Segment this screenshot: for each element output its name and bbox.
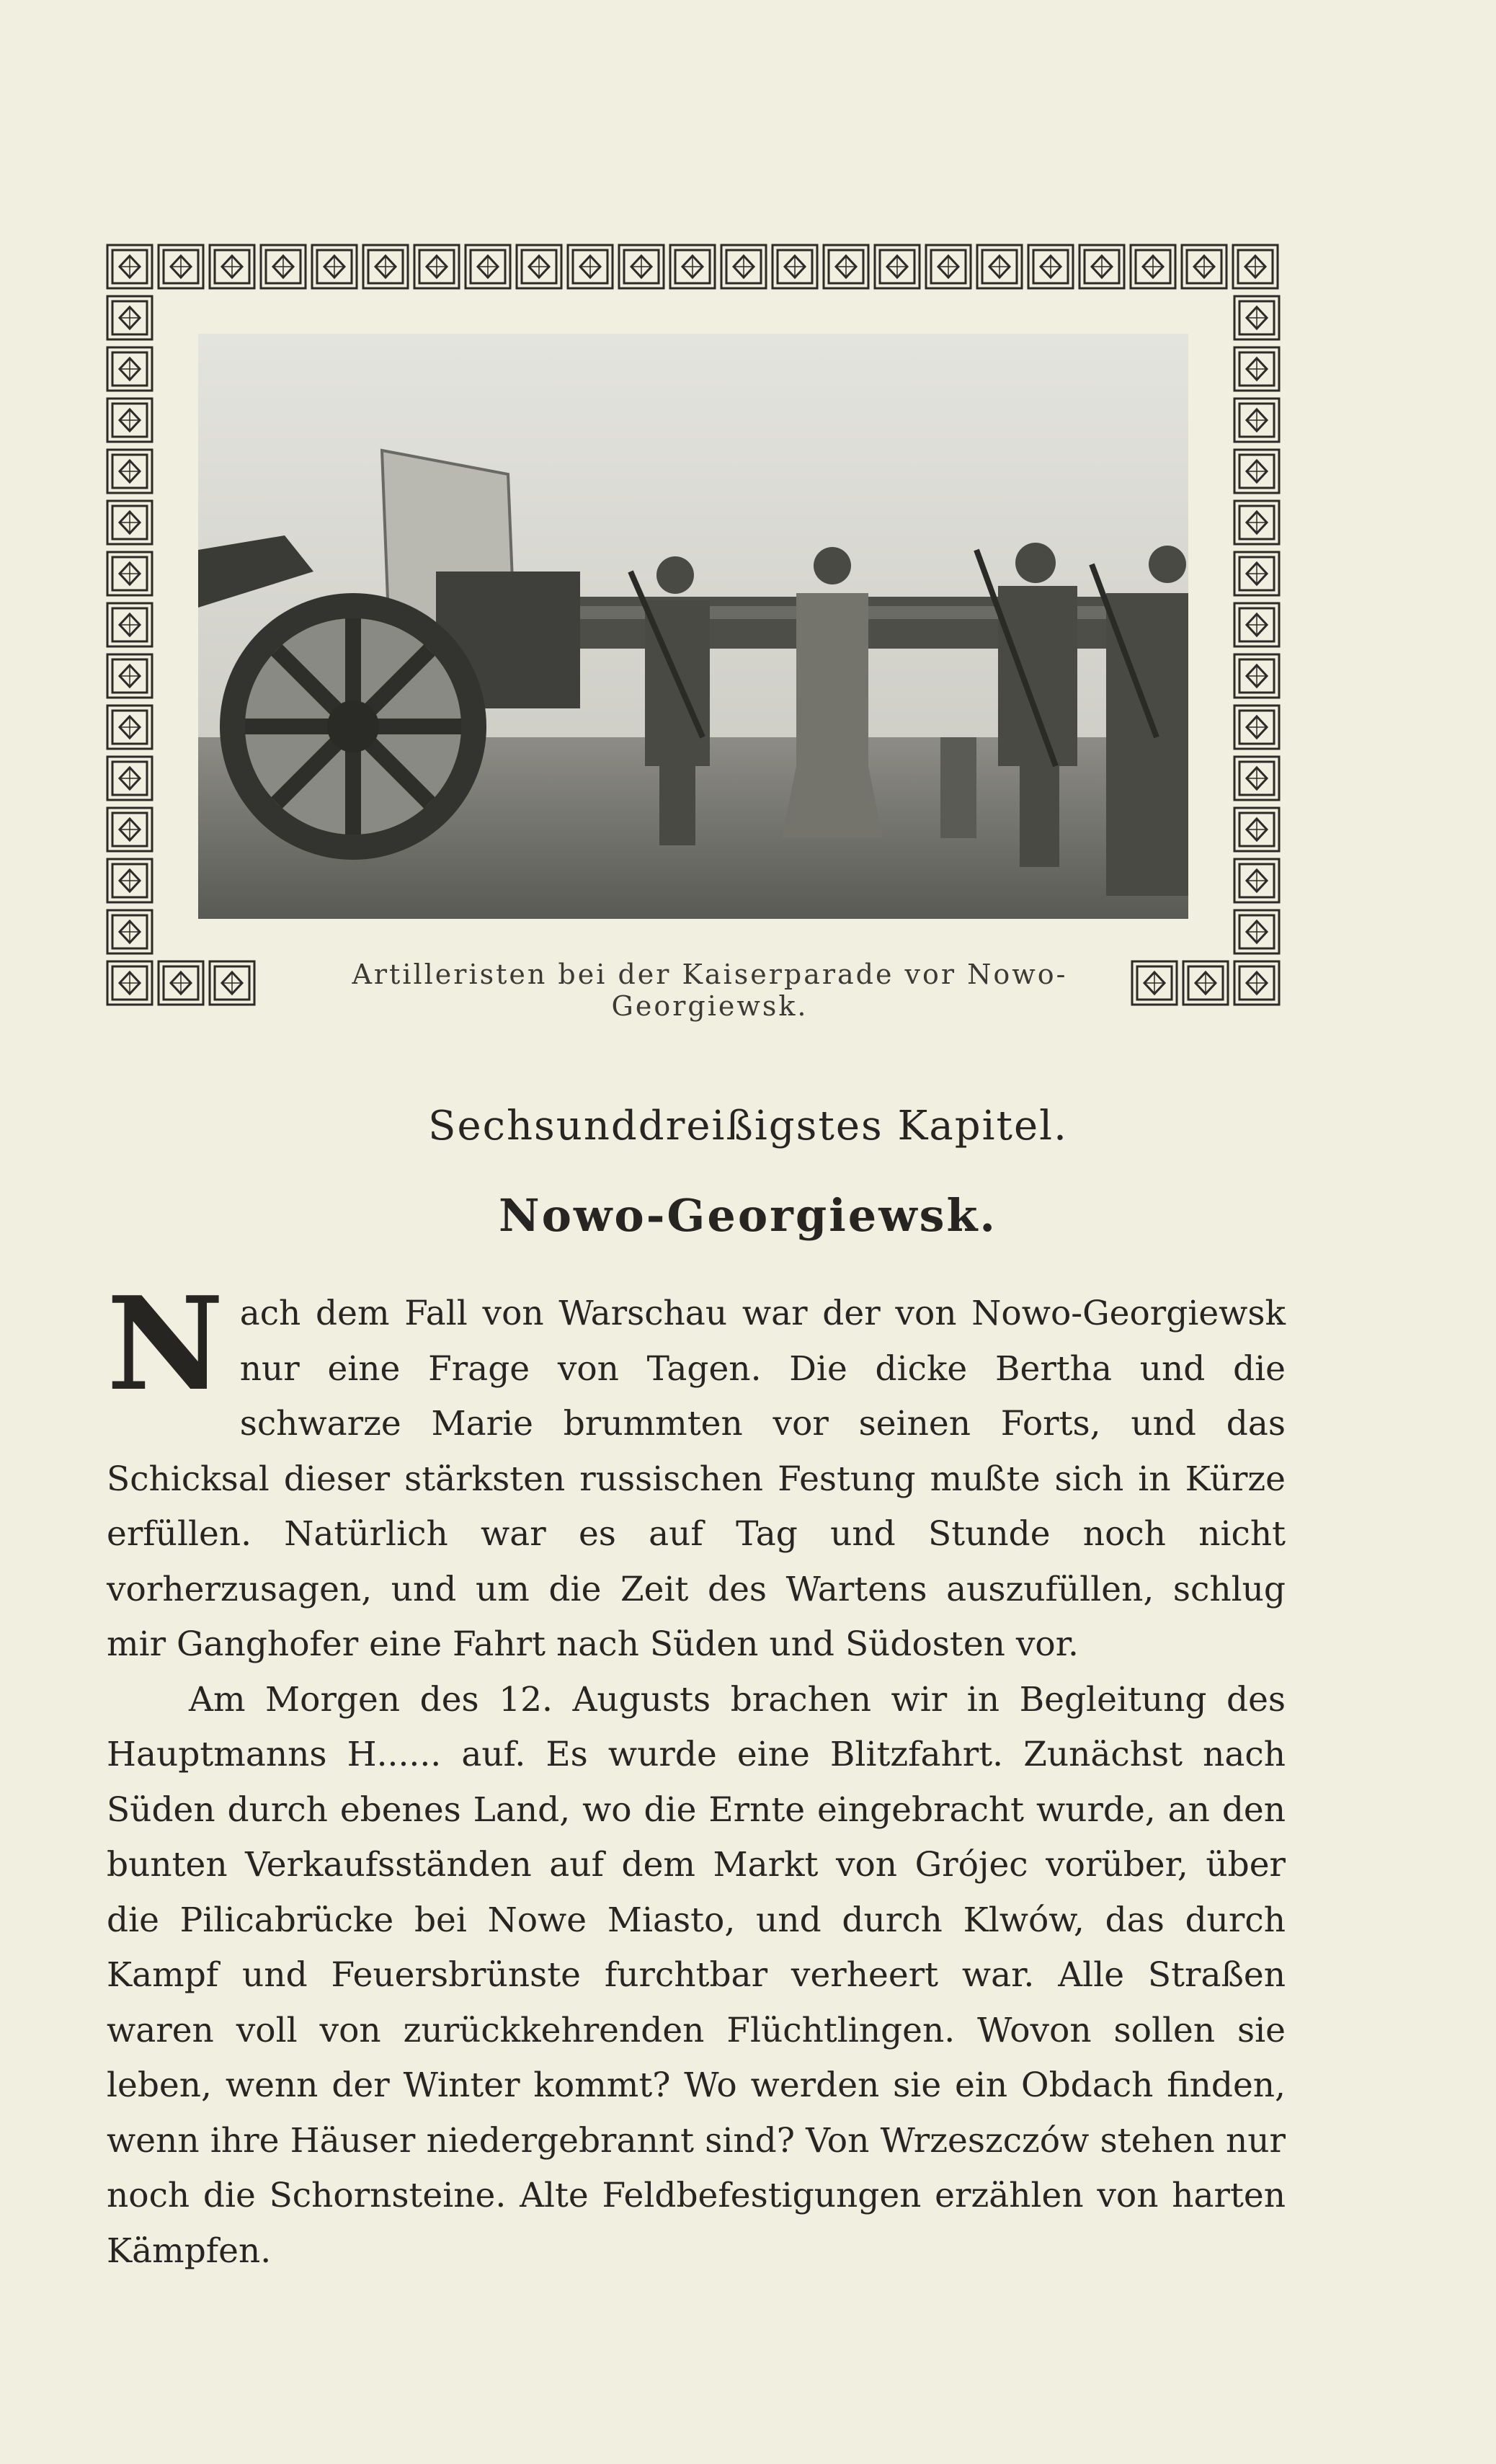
border-tile (210, 245, 254, 288)
border-tile (1131, 245, 1175, 288)
artillery-photo (198, 334, 1188, 919)
border-tile (1234, 399, 1279, 442)
border-tile (1028, 245, 1073, 288)
border-tile (107, 399, 152, 442)
border-tile (1234, 654, 1279, 698)
chapter-number: Sechsunddreißigstes Kapitel. (428, 1103, 1068, 1149)
border-tile (773, 245, 817, 288)
border-tile (107, 910, 152, 953)
border-tile (1234, 910, 1279, 953)
border-tile (1183, 961, 1228, 1005)
border-tile (107, 552, 152, 595)
drop-cap: N (107, 1268, 224, 1419)
border-tile (1132, 961, 1177, 1005)
paragraph-2: Am Morgen des 12. Augusts brachen wir in Begleitung des Hauptmanns H...... auf. Es wurde eine Blitzfahrt. Zunächst nach Süden durch ebenes Land, wo die Ernte eingebracht wurde, an den bunten Verkaufsständen auf dem Markt von Grójec vorüber, über die Pilicabrücke bei Nowe Miasto, und durch Klwów, das durch Kampf und Feuersbrünste furchtbar verheert war. Alle Straßen waren voll von zurückkehrenden Flüchtlingen. Wovon sollen sie leben, wenn der Winter kommt? Wo werden sie ein Obdach finden, wenn ihre Häuser niedergebrannt sind? Von Wrzeszczów stehen nur noch die Schornsteine. Alte Feldbefestigungen erzählen von harten Kämpfen. (107, 1679, 1286, 2271)
border-tile (1234, 552, 1279, 595)
border-tile (1234, 706, 1279, 749)
border-tile (1234, 603, 1279, 646)
border-tile (1234, 501, 1279, 544)
border-tile (159, 961, 203, 1005)
border-tile (517, 245, 561, 288)
border-tile (107, 450, 152, 493)
body-text (107, 1268, 1286, 2279)
border-tile (107, 859, 152, 902)
border-tile (1234, 296, 1279, 339)
border-tile (1182, 245, 1226, 288)
border-tile (107, 961, 152, 1005)
border-tile (977, 245, 1022, 288)
border-tile (107, 501, 152, 544)
border-tile (1233, 245, 1278, 288)
border-tile (721, 245, 766, 288)
border-tile (210, 961, 254, 1005)
figure-caption: Artilleristen bei der Kaiserparade vor Nowo-Georgiewsk. (352, 959, 1068, 1022)
border-tile (926, 245, 971, 288)
border-tile (568, 245, 613, 288)
border-tile (107, 654, 152, 698)
border-tile (619, 245, 664, 288)
border-tile (363, 245, 408, 288)
border-tile (107, 808, 152, 851)
border-tile (261, 245, 306, 288)
border-tile (466, 245, 510, 288)
border-tile (875, 245, 920, 288)
border-tile (1234, 859, 1279, 902)
paragraph-1-text: ach dem Fall von Warschau war der von Nowo-Georgiewsk nur eine Frage von Tagen. Die dicke Bertha und die schwarze Marie brummten vor seinen Forts, und das Schicksal dieser stärksten russischen Festung mußte sich in Kürze erfüllen. Natürlich war es auf Tag und Stunde noch nicht vorherzusagen, und um die Zeit des Wartens auszufüllen, schlug mir Ganghofer eine Fahrt nach Süden und Südosten vor. (107, 1294, 1286, 1664)
border-tile (1234, 757, 1279, 800)
border-tile (107, 245, 152, 288)
border-tile (670, 245, 715, 288)
border-tile (824, 245, 868, 288)
border-tile (107, 603, 152, 646)
border-tile (1234, 347, 1279, 391)
border-tile (1079, 245, 1124, 288)
border-tile (107, 706, 152, 749)
chapter-title: Nowo-Georgiewsk. (498, 1189, 998, 1242)
border-tile (107, 347, 152, 391)
border-tile (1234, 450, 1279, 493)
border-tile (107, 296, 152, 339)
border-tile (159, 245, 203, 288)
border-tile (1234, 961, 1279, 1005)
border-tile (414, 245, 459, 288)
border-tile (1234, 808, 1279, 851)
paragraph-1 (107, 1268, 1286, 1673)
border-tile (312, 245, 357, 288)
border-tile (107, 757, 152, 800)
